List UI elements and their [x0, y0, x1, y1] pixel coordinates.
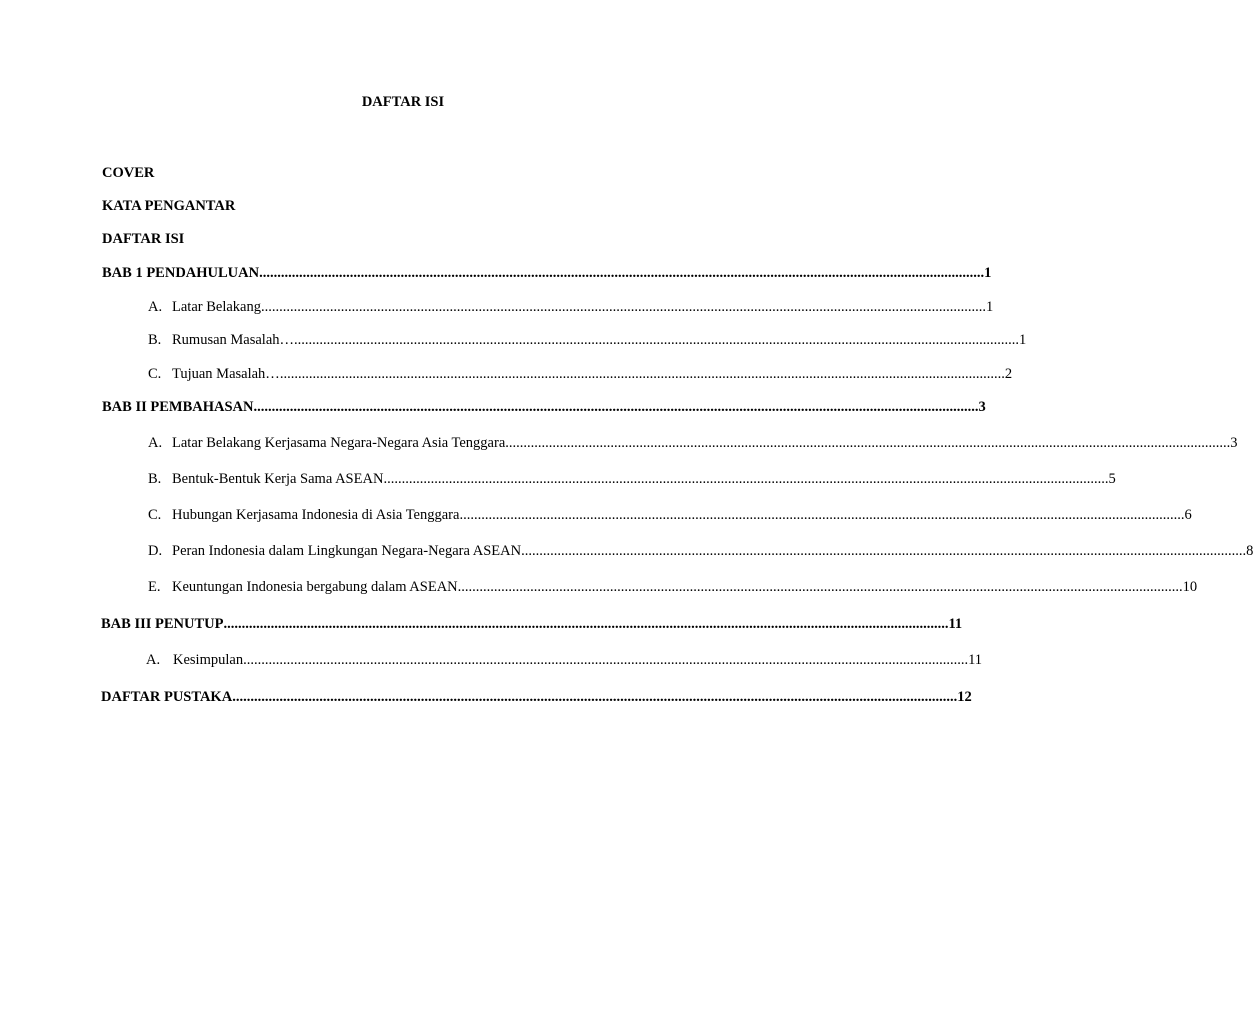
toc-entry-peran-indonesia [148, 542, 1253, 560]
toc-entry-marker: C. [148, 507, 162, 523]
toc-leader-dots: ........................................................................................................................................................................................................ [294, 332, 1020, 348]
toc-entry-label: Peran Indonesia dalam Lingkungan Negara-Negara ASEAN [172, 543, 522, 559]
toc-leader-dots: ........................................................................................................................................................................................................ [279, 366, 1005, 382]
page-title: DAFTAR ISI [361, 94, 445, 110]
toc-entry-label: Bentuk-Bentuk Kerja Sama ASEAN [172, 471, 384, 487]
toc-leader-dots: ........................................................................................................................................................................................................ [223, 616, 949, 632]
toc-entry-page: 1 [984, 265, 992, 281]
toc-entry-kesimpulan [146, 651, 983, 669]
toc-entry-bab-2 [102, 398, 986, 416]
toc-entry-marker: B. [148, 471, 162, 487]
toc-leader-dots: ........................................................................................................................................................................................................ [260, 299, 986, 315]
toc-leader-dots: ........................................................................................................................................................................................................ [253, 399, 979, 415]
toc-leader-dots: ........................................................................................................................................................................................................ [521, 543, 1247, 559]
toc-entry-label: Rumusan Masalah… [172, 332, 295, 348]
toc-entry-marker: B. [148, 332, 162, 348]
toc-entry-latar-belakang-kerjasama [148, 434, 1238, 452]
toc-leader-dots: ........................................................................................................................................................................................................ [505, 435, 1231, 451]
toc-entry-page: 11 [948, 616, 963, 632]
toc-leader-dots: ........................................................................................................................................................................................................ [243, 652, 969, 668]
toc-entry-label: DAFTAR PUSTAKA [101, 689, 233, 705]
toc-entry-page: 11 [968, 652, 983, 668]
heading-kata-pengantar: KATA PENGANTAR [102, 198, 236, 214]
toc-leader-dots: ........................................................................................................................................................................................................ [259, 265, 985, 281]
toc-entry-page: 3 [1230, 435, 1238, 451]
toc-entry-label: Kesimpulan [173, 652, 244, 668]
toc-entry-label: BAB II PEMBAHASAN [102, 399, 254, 415]
toc-entry-page: 12 [957, 689, 972, 705]
toc-leader-dots: ........................................................................................................................................................................................................ [383, 471, 1109, 487]
toc-entry-marker: D. [148, 543, 163, 559]
toc-entry-page: 6 [1184, 507, 1192, 523]
toc-entry-label: Keuntungan Indonesia bergabung dalam ASEAN [172, 579, 458, 595]
toc-entry-marker: A. [148, 435, 163, 451]
toc-entry-daftar-pustaka [101, 688, 972, 706]
toc-leader-dots: ........................................................................................................................................................................................................ [459, 507, 1185, 523]
toc-entry-label: BAB 1 PENDAHULUAN [102, 265, 260, 281]
toc-entry-label: Tujuan Masalah… [172, 366, 280, 382]
toc-entry-hubungan-kerjasama [148, 506, 1192, 524]
toc-entry-latar-belakang [148, 298, 994, 316]
toc-entry-marker: A. [148, 299, 163, 315]
toc-entry-marker: E. [148, 579, 161, 595]
toc-entry-label: Hubungan Kerjasama Indonesia di Asia Tenggara [172, 507, 460, 523]
toc-entry-page: 2 [1004, 366, 1013, 382]
toc-entry-page: 10 [1182, 579, 1198, 595]
toc-entry-bentuk-kerja-sama [148, 470, 1116, 488]
toc-entry-page: 3 [978, 399, 986, 415]
toc-entry-label: Latar Belakang [172, 299, 261, 315]
toc-entry-bab-3 [101, 615, 963, 633]
toc-entry-page: 8 [1246, 543, 1253, 559]
toc-entry-tujuan-masalah [148, 365, 1013, 383]
toc-leader-dots: ........................................................................................................................................................................................................ [457, 579, 1183, 595]
toc-entry-label: Latar Belakang Kerjasama Negara-Negara Asia Tenggara [172, 435, 506, 451]
toc-entry-rumusan-masalah [148, 331, 1027, 349]
toc-entry-keuntungan-indonesia [148, 578, 1198, 596]
toc-entry-page: 5 [1108, 471, 1116, 487]
toc-entry-page: 1 [1019, 332, 1027, 348]
toc-entry-label: BAB III PENUTUP [101, 616, 224, 632]
heading-daftar-isi: DAFTAR ISI [102, 231, 185, 247]
toc-leader-dots: ........................................................................................................................................................................................................ [232, 689, 958, 705]
heading-cover: COVER [102, 165, 155, 181]
toc-entry-bab-1 [102, 264, 992, 282]
toc-entry-marker: C. [148, 366, 162, 382]
toc-entry-page: 1 [985, 299, 994, 315]
toc-entry-marker: A. [146, 652, 161, 668]
